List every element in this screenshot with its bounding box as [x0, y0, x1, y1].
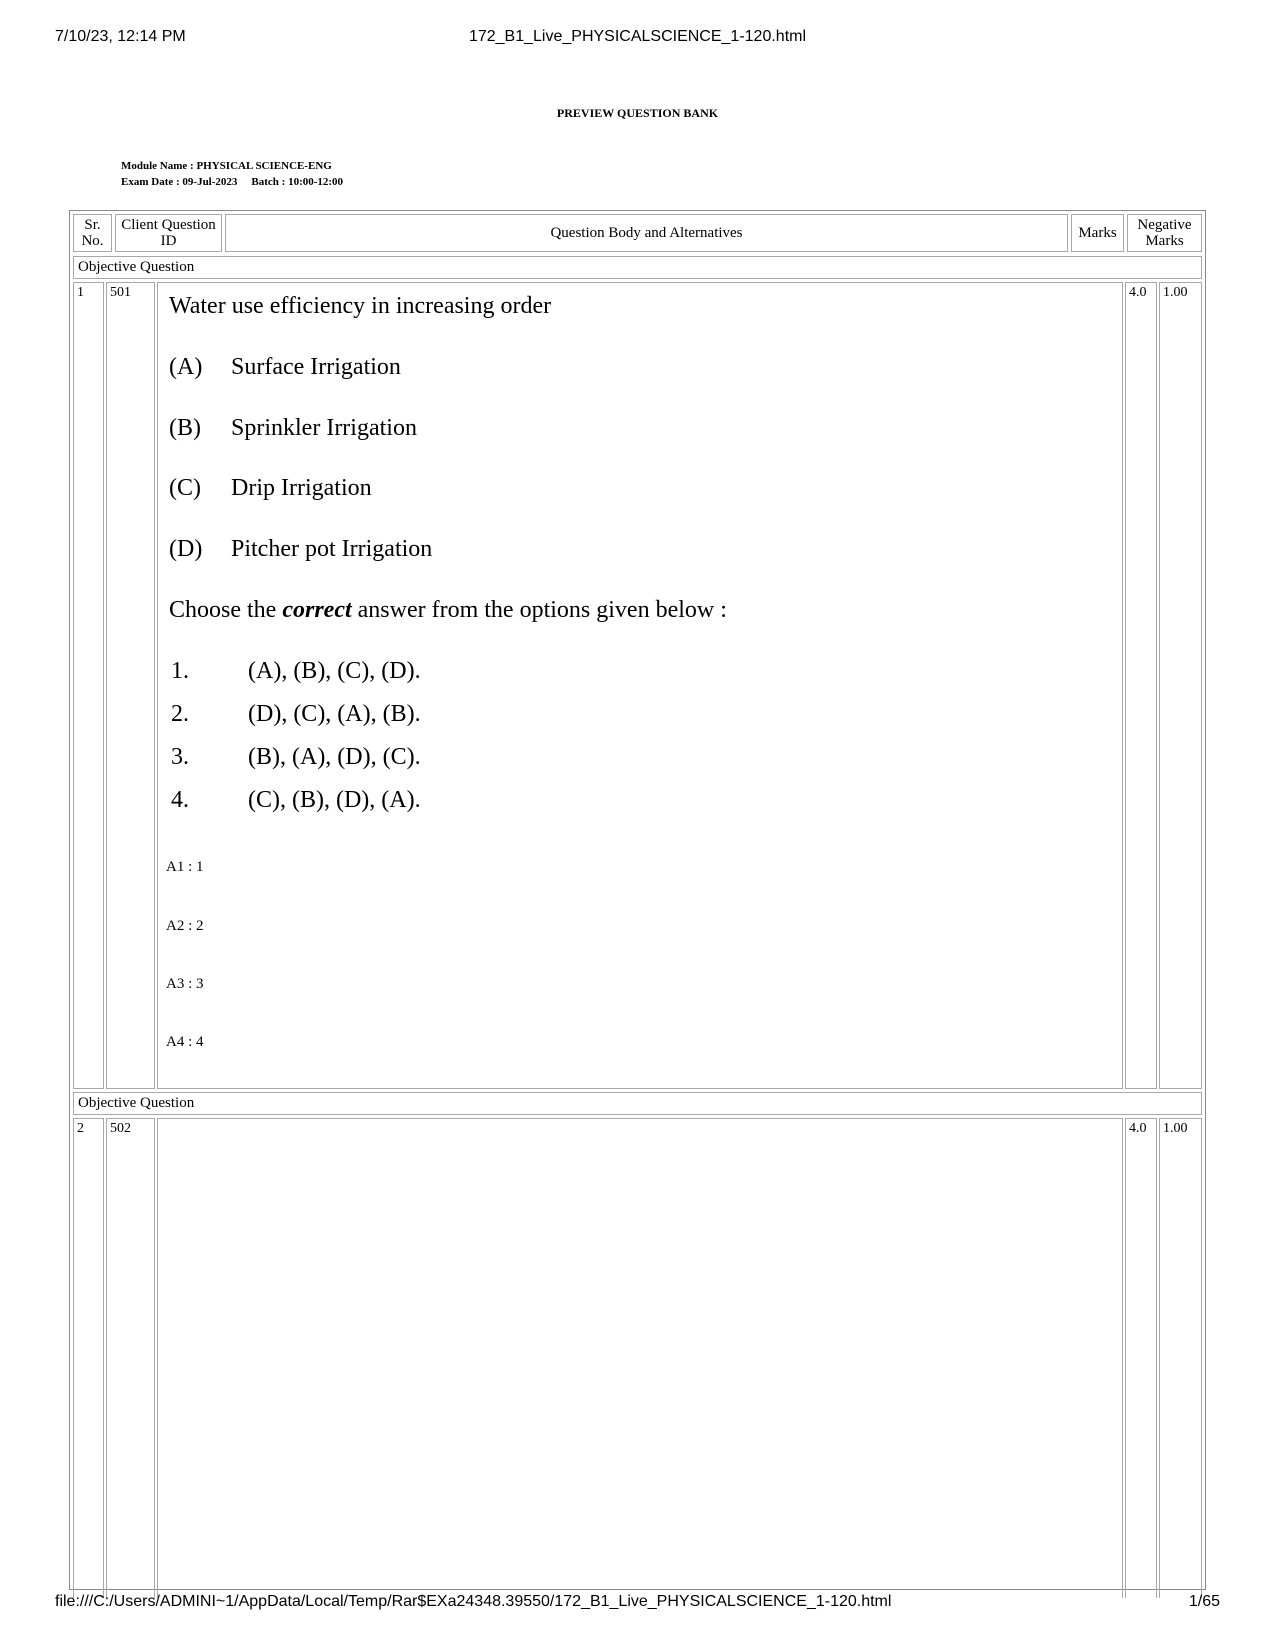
q1-option-d-label: (D)	[169, 536, 203, 562]
q1-instruction-pre: Choose the	[169, 597, 283, 623]
q1-choice-1-text: (A), (B), (C), (D).	[248, 658, 421, 684]
q2-marks: 4.0	[1125, 1118, 1157, 1598]
q1-option-d-text: Pitcher pot Irrigation	[231, 536, 433, 562]
exam-date: Exam Date : 09-Jul-2023	[121, 176, 238, 188]
q1-choice-3-text: (B), (A), (D), (C).	[248, 744, 421, 770]
q1-option-b-label: (B)	[169, 415, 201, 441]
exam-info	[121, 176, 343, 188]
q1-choice-3-num: 3.	[171, 744, 189, 770]
page-title: PREVIEW QUESTION BANK	[556, 106, 719, 120]
q1-option-c-text: Drip Irrigation	[231, 475, 372, 501]
q1-choice-4-text: (C), (B), (D), (A).	[248, 787, 421, 813]
print-datetime: 7/10/23, 12:14 PM	[55, 28, 186, 45]
q1-choice-1-num: 1.	[171, 658, 189, 684]
header-sr-no	[73, 214, 112, 252]
q1-option-c-label: (C)	[169, 475, 201, 501]
q1-stem: Water use efficiency in increasing order	[169, 293, 552, 319]
q1-choice-2-text: (D), (C), (A), (B).	[248, 701, 421, 727]
header-sr-no-line1: Sr.	[84, 217, 101, 233]
q1-instruction-post: answer from the options given below :	[351, 597, 727, 623]
print-page-number: 1/65	[1188, 1593, 1220, 1610]
q1-alternative-4: A4 : 4	[166, 1034, 204, 1050]
header-question-body	[225, 214, 1068, 252]
module-name: Module Name : PHYSICAL SCIENCE-ENG	[121, 160, 332, 172]
header-client-qid-line2: ID	[160, 233, 177, 249]
header-client-qid	[115, 214, 222, 252]
header-marks	[1071, 214, 1124, 252]
header-negative-line1: Negative	[1137, 217, 1192, 233]
q2-negative-marks: 1.00	[1159, 1118, 1202, 1598]
header-sr-no-line2: No.	[81, 233, 104, 249]
section-label-q1: Objective Question	[73, 256, 1202, 279]
header-marks-label: Marks	[1078, 224, 1117, 241]
q1-option-a-label: (A)	[169, 354, 203, 380]
print-file-path: file:///C:/Users/ADMINI~1/AppData/Local/Temp/Rar$EXa24348.39550/172_B1_Live_PHYSICALSCIENCE_1-120.html	[55, 1593, 892, 1610]
q1-client-qid: 501	[106, 282, 155, 1089]
section-label-q2: Objective Question	[73, 1092, 1202, 1115]
q1-alternative-2: A2 : 2	[166, 918, 204, 934]
q1-sr-no: 1	[73, 282, 104, 1089]
exam-batch: Batch : 10:00-12:00	[251, 176, 344, 188]
q1-instruction-emphasis: correct	[282, 597, 352, 623]
q1-alternative-1: A1 : 1	[166, 859, 204, 875]
header-negative-line2: Marks	[1145, 233, 1184, 249]
q2-client-qid: 502	[106, 1118, 155, 1598]
q1-marks: 4.0	[1125, 282, 1157, 1089]
q1-choice-4-num: 4.	[171, 787, 189, 813]
q1-choice-2-num: 2.	[171, 701, 189, 727]
q1-alternative-3: A3 : 3	[166, 976, 204, 992]
print-file-title: 172_B1_Live_PHYSICALSCIENCE_1-120.html	[468, 28, 807, 45]
q1-option-a-text: Surface Irrigation	[231, 354, 401, 380]
header-client-qid-line1: Client Question	[121, 217, 216, 233]
q1-negative-marks: 1.00	[1159, 282, 1202, 1089]
q1-instruction	[169, 597, 727, 624]
q2-body-cell	[157, 1118, 1123, 1598]
q2-sr-no: 2	[73, 1118, 104, 1598]
q1-option-b-text: Sprinkler Irrigation	[231, 415, 417, 441]
q1-body-cell	[157, 282, 1123, 1089]
header-question-body-label: Question Body and Alternatives	[550, 224, 743, 241]
header-negative-marks	[1127, 214, 1202, 252]
